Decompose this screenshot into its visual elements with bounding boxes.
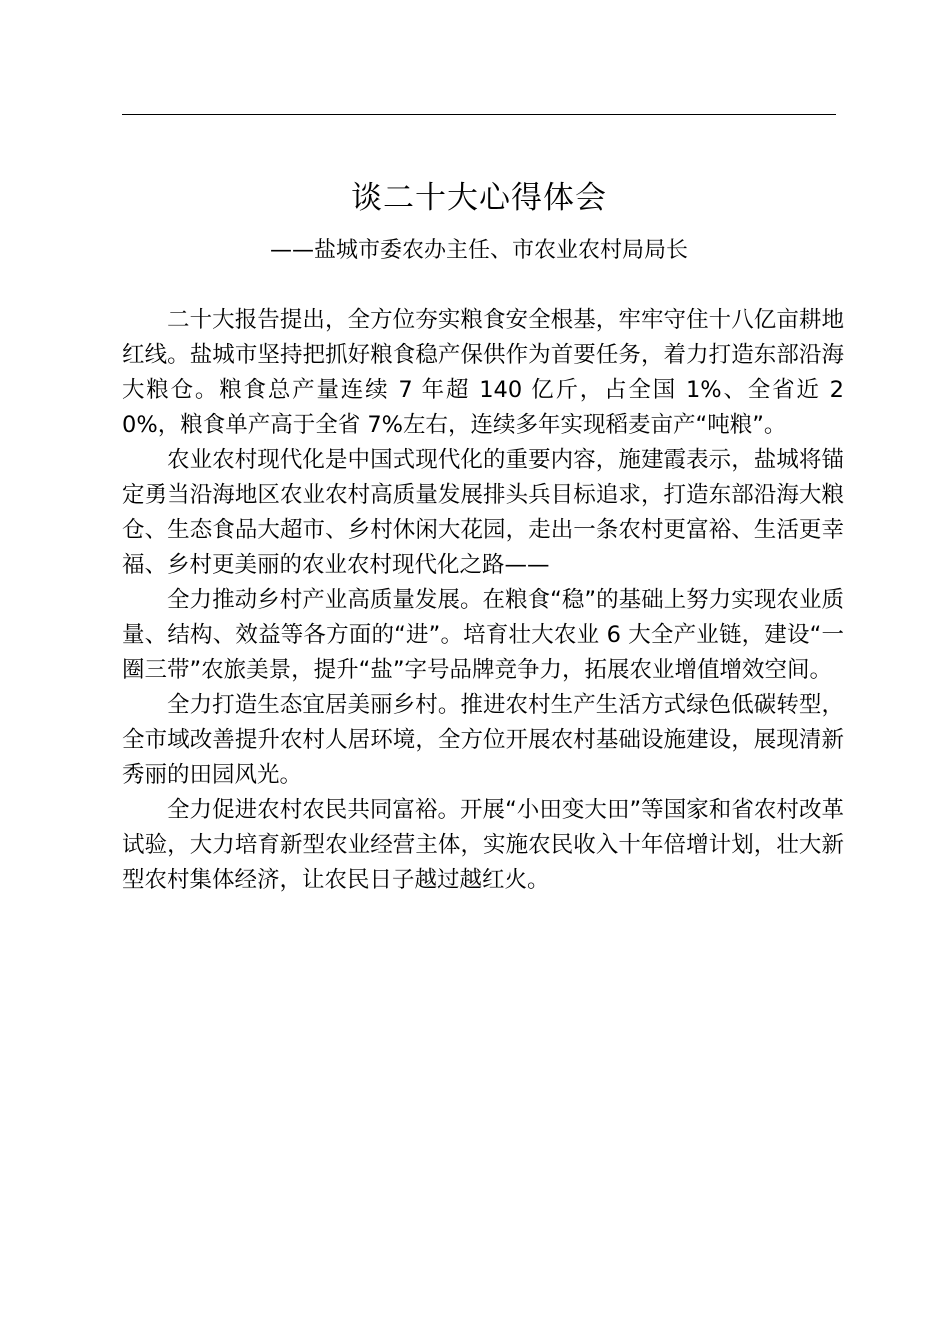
paragraph-modernization: 农业农村现代化是中国式现代化的重要内容，施建霞表示，盐城将锚定勇当沿海地区农业农村高质量发展排头兵目标追求，打造东部沿海大粮仓、生态食品大超市、乡村休闲大花园，走出一条农村更富裕、生活更幸福、乡村更美丽的农业农村现代化之路—— bbox=[122, 447, 844, 578]
article-body bbox=[122, 303, 844, 898]
paragraph-grain-security: 二十大报告提出，全方位夯实粮食安全根基，牢牢守住十八亿亩耕地红线。盐城市坚持把抓好粮食稳产保供作为首要任务，着力打造东部沿海大粮仓。粮食总产量连续 7 年超 140 亿斤，占全国 1%、全省近 20%，粮食单产高于全省 7%左右，连续多年实现稻麦亩产“吨粮”。 bbox=[122, 307, 844, 438]
paragraph-industry: 全力推动乡村产业高质量发展。在粮食“稳”的基础上努力实现农业质量、结构、效益等各方面的“进”。培育壮大农业 6 大全产业链，建设“一圈三带”农旅美景，提升“盐”字号品牌竞争力，拓展农业增值增效空间。 bbox=[122, 587, 844, 683]
paragraph-ecology: 全力打造生态宜居美丽乡村。推进农村生产生活方式绿色低碳转型，全市域改善提升农村人居环境，全方位开展农村基础设施建设，展现清新秀丽的田园风光。 bbox=[122, 692, 844, 788]
document-subtitle: ——盐城市委农办主任、市农业农村局局长 bbox=[269, 238, 688, 263]
paragraph-prosperity: 全力促进农村农民共同富裕。开展“小田变大田”等国家和省农村改革试验，大力培育新型农业经营主体，实施农民收入十年倍增计划，壮大新型农村集体经济，让农民日子越过越红火。 bbox=[122, 797, 844, 893]
header-rule bbox=[122, 114, 836, 115]
document-title: 谈二十大心得体会 bbox=[351, 180, 607, 216]
